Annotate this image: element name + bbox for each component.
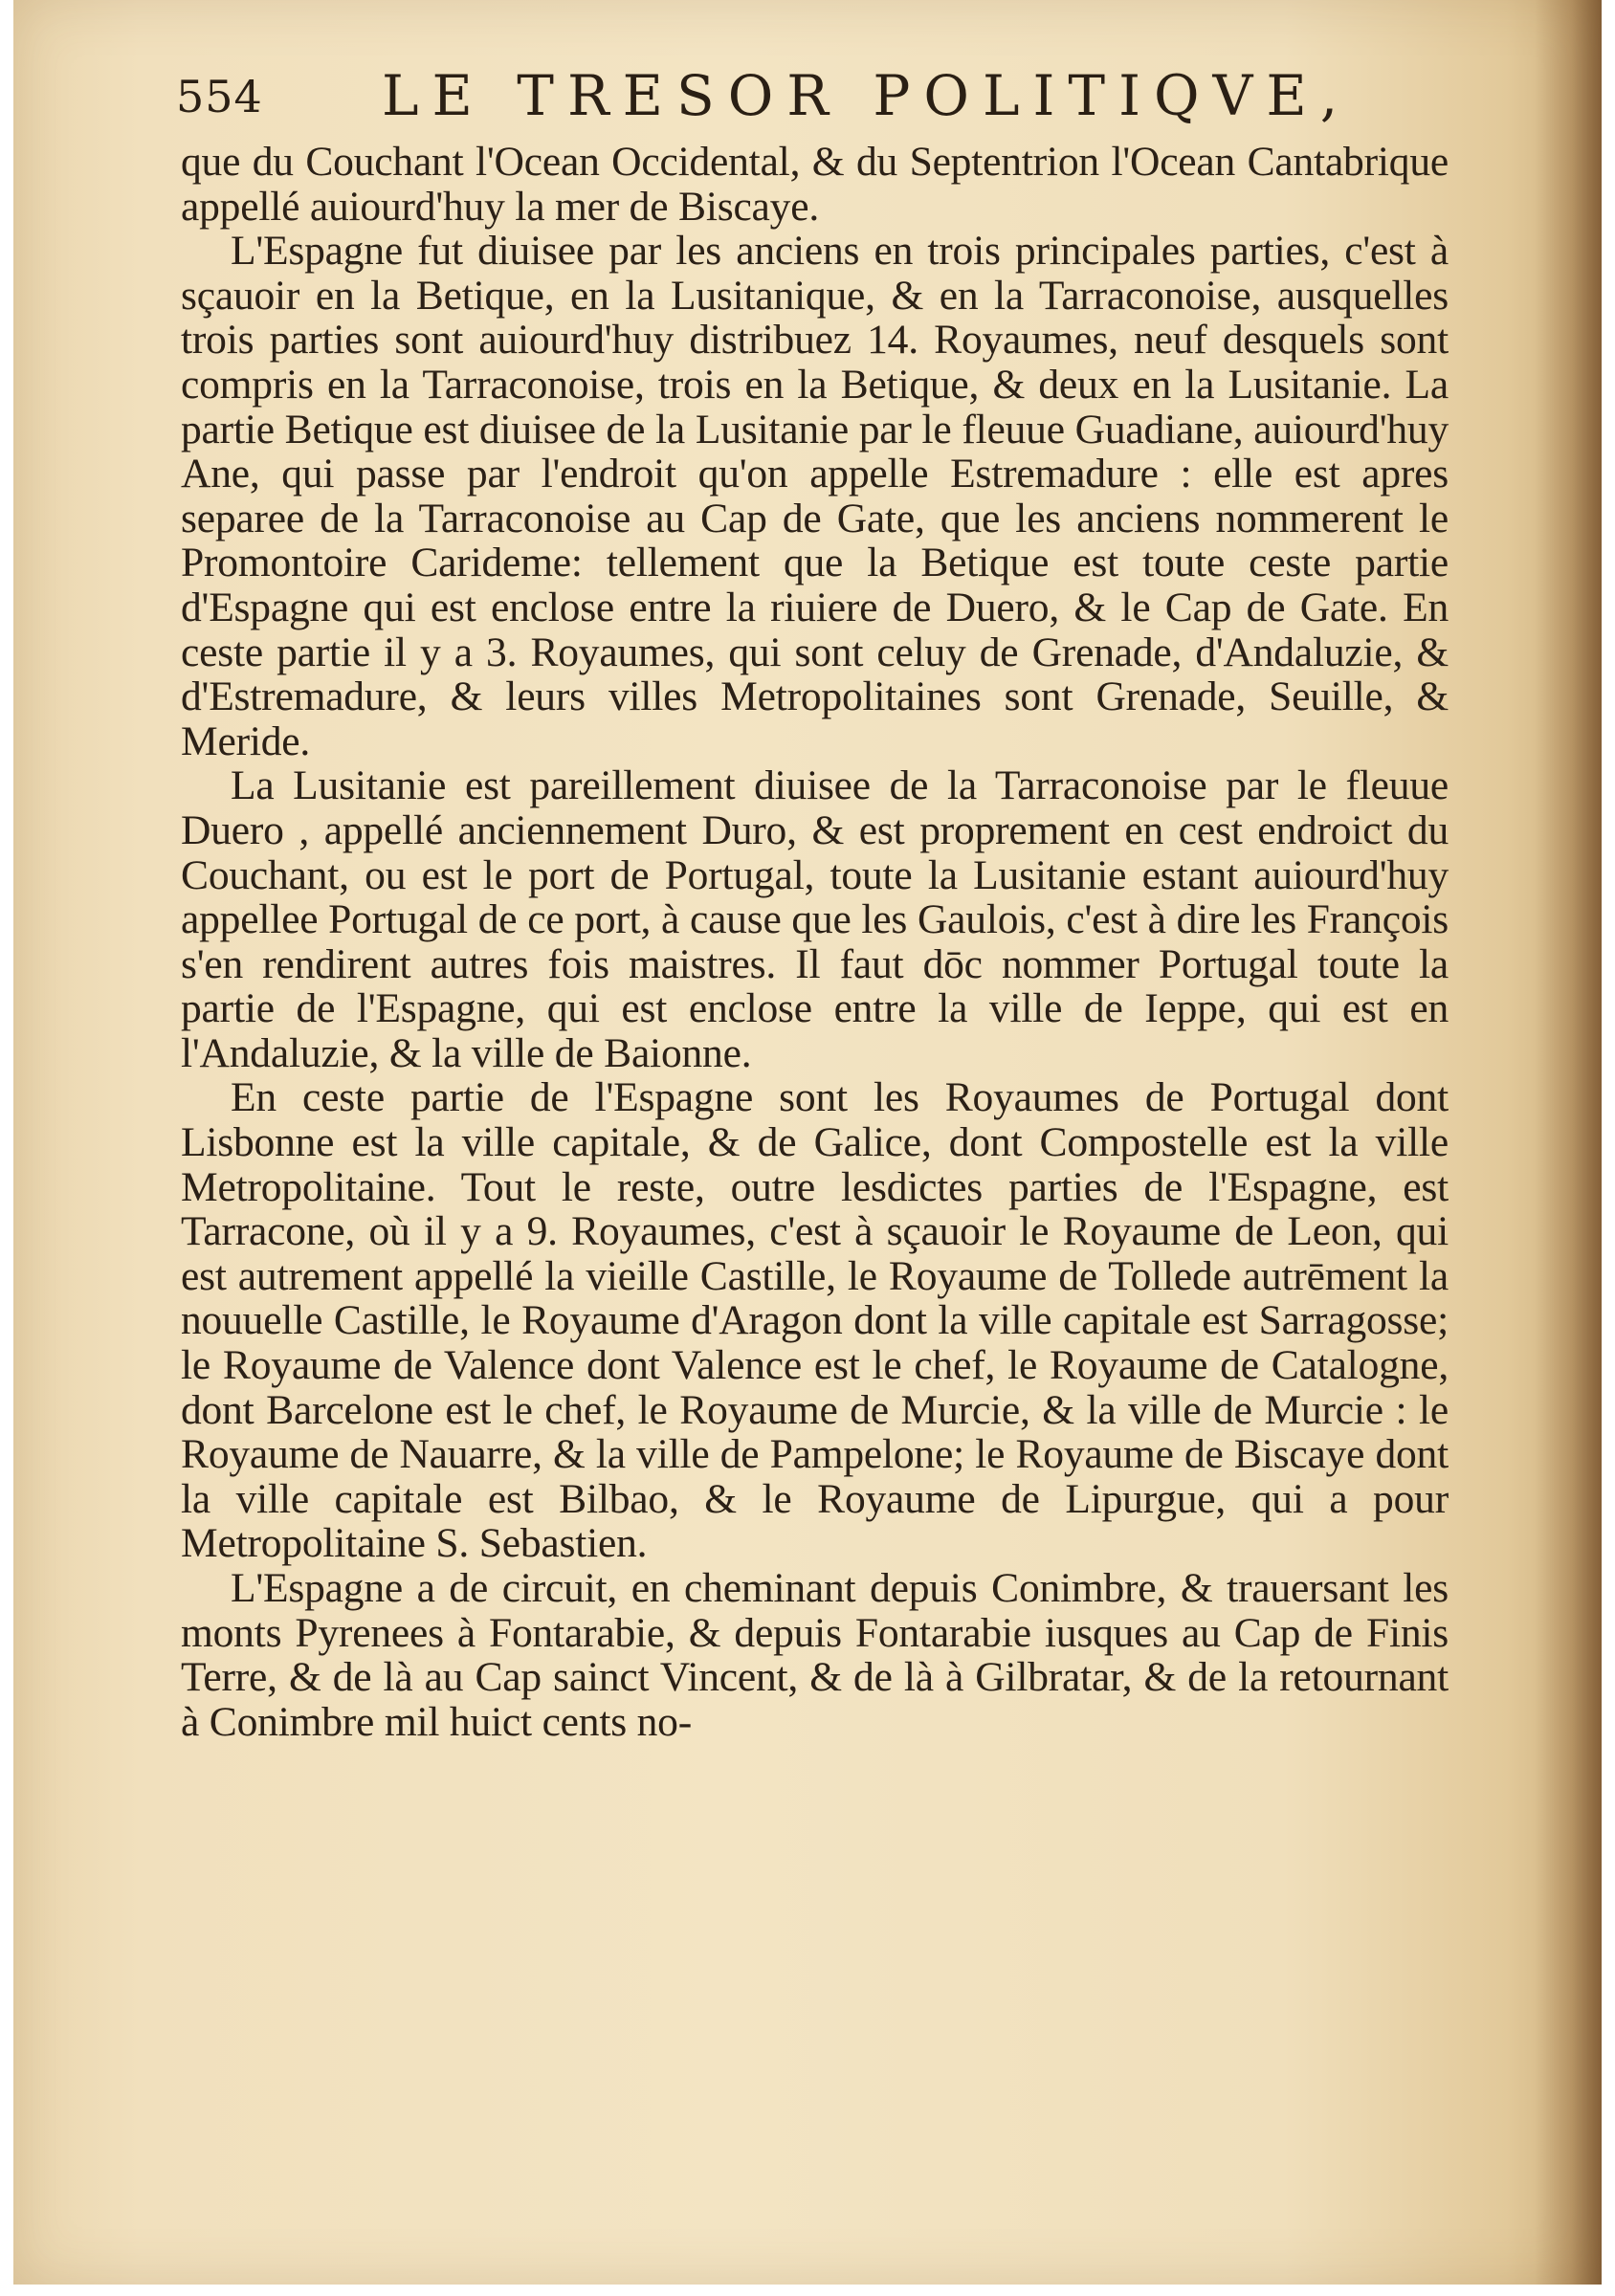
paragraph: En ceste partie de l'Espagne sont les Royaumes de Portugal dont Lisbonne est la ville capitale, & de Galice, dont Compostelle est la ville Metropolitaine. Tout le reste, outre lesdictes parties de l'Espagne, est Tarracone, où il y a 9. Royaumes, c'est à sçauoir le Royaume de Leon, qui est autrement appellé la vieille Castille, le Royaume de Tollede autrēment la nouuelle Castille, le Royaume d'Aragon dont la ville capitale est Sarragosse; le Royaume de Valence dont Valence est le chef, le Royaume de Catalogne, dont Barcelone est le chef, le Royaume de Murcie, & la ville de Murcie : le Royaume de Nauarre, & la ville de Pampelone; le Royaume de Biscaye dont la ville capitale est Bilbao, & le Royaume de Lipurgue, qui a pour Metropolitaine S. Sebastien. [181, 1074, 1449, 1567]
paragraph: L'Espagne a de circuit, en cheminant depuis Conimbre, & trauersant les monts Pyrenees à Fontarabie, & depuis Fontarabie iusques au Cap de Finis Terre, & de là au Cap sainct Vincent, & de là à Gilbratar, & de la retournant à Conimbre mil huict cents no- [181, 1565, 1449, 1745]
running-title: LE TRESOR POLITIQVE, [382, 63, 1352, 128]
page-gutter-shadow [1535, 0, 1602, 2285]
paragraph: L'Espagne fut diuisee par les anciens en trois principales parties, c'est à sçauoir en la Betique, en la Lusitanique, & en la Tarraconoise, ausquelles trois parties sont auiourd'huy distribuez 14. Royaumes, neuf desquels sont compris en la Tarraconoise, trois en la Betique, & deux en la Lusitanie. La partie Betique est diuisee de la Lusitanie par le fleuue Guadiane, auiourd'huy Ane, qui passe par l'endroit qu'on appelle Estremadure : elle est apres separee de la Tarraconoise au Cap de Gate, que les anciens nommerent le Promontoire Carideme: tellement que la Betique est toute ceste partie d'Espagne qui est enclose entre la riuiere de Duero, & le Cap de Gate. En ceste partie il y a 3. Royaumes, qui sont celuy de Grenade, d'Andaluzie, & d'Estremadure, & leurs villes Metropolitaines sont Grenade, Seuille, & Meride. [181, 228, 1449, 764]
paragraph: La Lusitanie est pareillement diuisee de la Tarraconoise par le fleuue Duero , appellé anciennement Duro, & est proprement en cest endroict du Couchant, ou est le port de Portugal, toute la Lusitanie estant auiourd'huy appellee Portugal de ce port, à cause que les Gaulois, c'est à dire les François s'en rendirent autres fois maistres. Il faut dōc nommer Portugal toute la partie de l'Espagne, qui est enclose entre la ville de Ieppe, qui est en l'Andaluzie, & la ville de Baionne. [181, 762, 1449, 1076]
body-text [181, 140, 1449, 1744]
page-header [176, 63, 1352, 130]
page-number: 554 [176, 71, 263, 122]
book-page [13, 0, 1602, 2285]
paragraph-continued: que du Couchant l'Ocean Occidental, & du Septentrion l'Ocean Cantabrique appellé auiourd'huy la mer de Biscaye. [181, 139, 1449, 230]
